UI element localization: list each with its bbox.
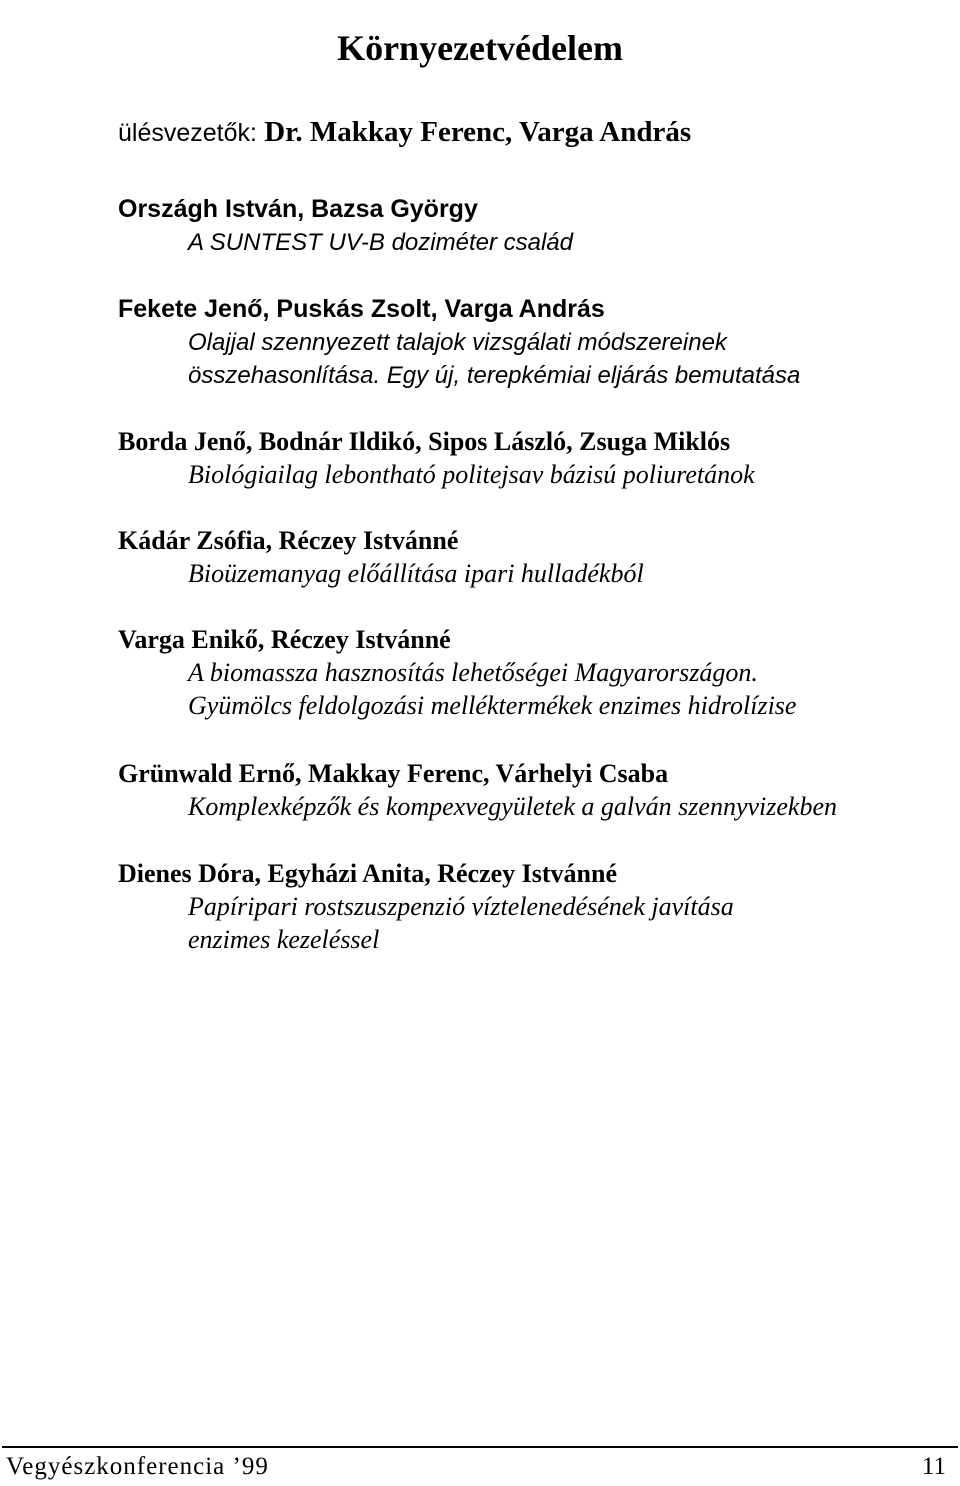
session-chairs-names: Dr. Makkay Ferenc, Varga András (264, 116, 692, 148)
talk-title (118, 790, 940, 823)
talk-title (118, 656, 940, 722)
session-chairs (118, 114, 691, 151)
talk-entry (118, 293, 940, 392)
talk-title-line: összehasonlítása. Egy új, terepkémiai eljárás bemutatása (188, 362, 801, 389)
talk-title (118, 326, 940, 392)
talk-title-line: Papíripari rostszuszpenzió víztelenedésének javítása (188, 892, 734, 921)
talk-authors: Kádár Zsófia, Réczey Istvánné (118, 526, 459, 555)
talk-title (118, 557, 940, 590)
footer-page-number: 11 (921, 1453, 946, 1480)
talk-authors: Dienes Dóra, Egyházi Anita, Réczey Istvánné (118, 859, 618, 888)
talk-title-line: Biológiailag lebontható politejsav bázisú poliuretánok (188, 460, 755, 489)
talk-title-line: Komplexképzők és kompexvegyületek a galván szennyvizekben (188, 792, 837, 821)
talk-title (118, 458, 940, 491)
talk-entry (118, 623, 940, 722)
footer-conference-name: Vegyészkonferencia ’99 (6, 1453, 269, 1480)
talk-title-line: Gyümölcs feldolgozási melléktermékek enzimes hidrolízise (188, 691, 797, 720)
talk-authors: Grünwald Ernő, Makkay Ferenc, Várhelyi Csaba (118, 759, 669, 788)
talk-title-line: enzimes kezeléssel (188, 925, 380, 954)
talk-authors: Varga Enikő, Réczey Istvánné (118, 625, 451, 654)
talk-entry (118, 857, 940, 956)
talk-title-line: Olajjal szennyezett talajok vizsgálati módszereinek (188, 329, 727, 356)
page-title: Környezetvédelem (337, 28, 623, 68)
talk-authors: Fekete Jenő, Puskás Zsolt, Varga András (118, 295, 605, 323)
talk-authors: Borda Jenő, Bodnár Ildikó, Sipos László, Zsuga Miklós (118, 427, 731, 456)
talk-entry (118, 193, 940, 259)
talk-title (118, 890, 940, 956)
talk-entry (118, 524, 940, 590)
talk-entry (118, 425, 940, 491)
talk-title-line: Bioüzemanyag előállítása ipari hulladékból (188, 559, 644, 588)
talk-title-line: A SUNTEST UV-B doziméter család (188, 229, 573, 256)
talk-title (118, 226, 940, 259)
talk-authors: Országh István, Bazsa György (118, 195, 478, 223)
talk-title-line: A biomassza hasznosítás lehetőségei Magyarországon. (188, 658, 758, 687)
session-chairs-label: ülésvezetők: (118, 119, 257, 147)
footer-rule (2, 1446, 958, 1448)
talk-entry (118, 757, 940, 823)
